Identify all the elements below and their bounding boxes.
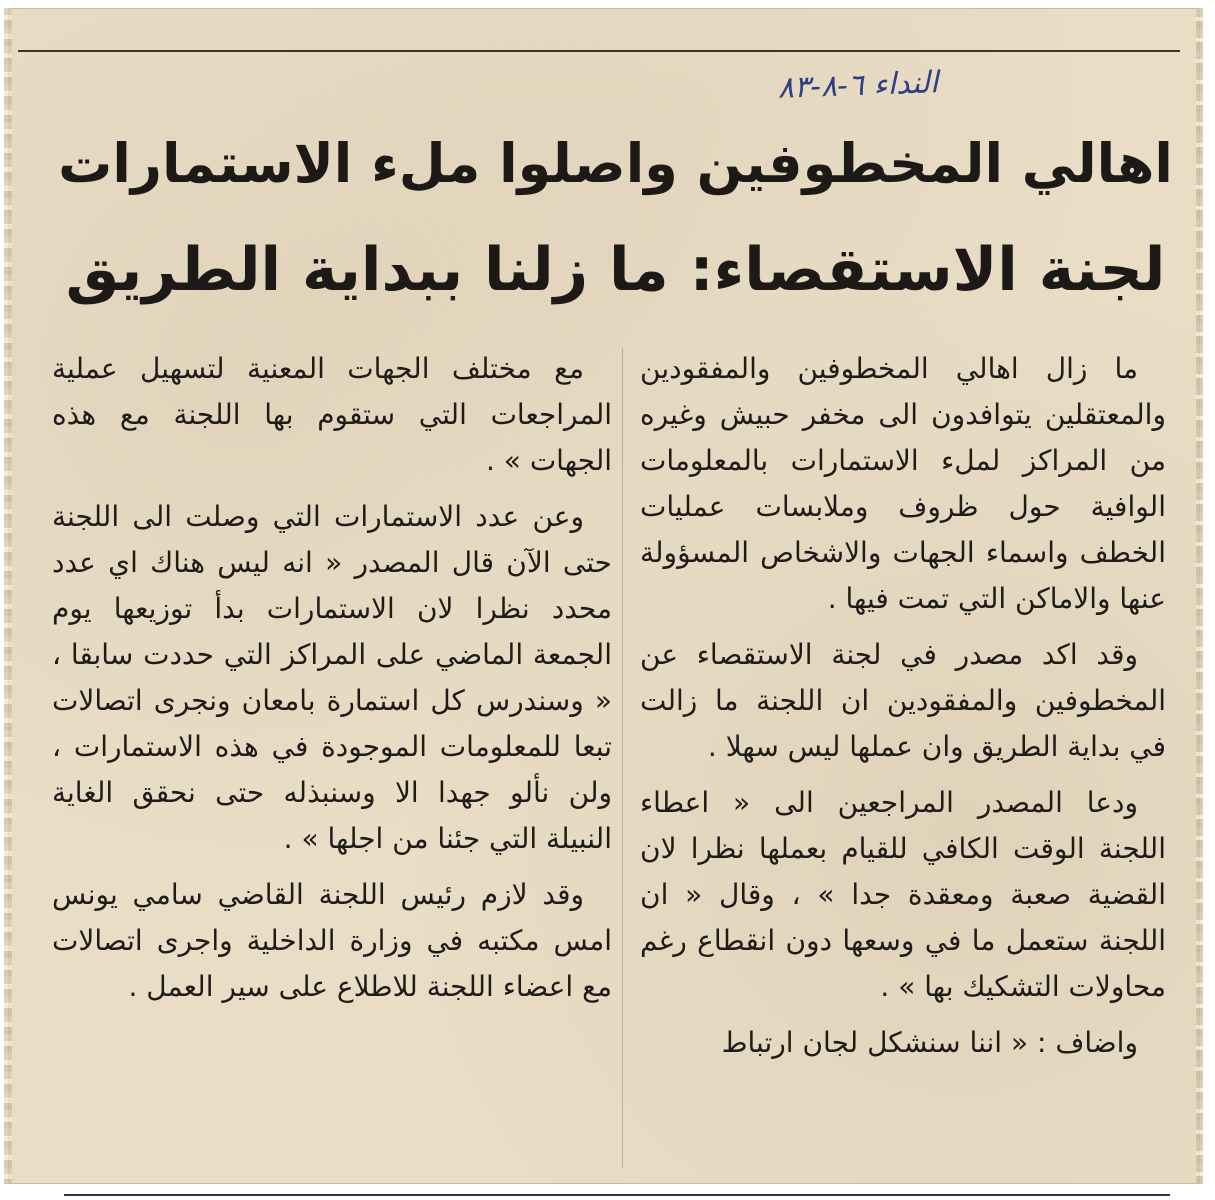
newspaper-clipping — [8, 8, 1200, 1184]
column-divider — [622, 348, 623, 1168]
top-rule — [18, 50, 1180, 52]
article-column-right — [640, 334, 1166, 1184]
paragraph: وقد اكد مصدر في لجنة الاستقصاء عن المخطوفين والمفقودين ان اللجنة ما زالت في بداية الطريق وان عملها ليس سهلا . — [640, 638, 1166, 763]
paragraph: ما زال اهالي المخطوفين والمفقودين والمعتقلين يتوافدون الى مخفر حبيش وغيره من المراكز لملء الاستمارات بالمعلومات الوافية حول ظروف وملابسات عمليات الخطف واسماء الجهات والاشخاص المسؤولة عنها والاماكن التي تمت فيها . — [640, 352, 1166, 615]
paragraph: واضاف : « اننا سنشكل لجان ارتباط — [721, 1026, 1138, 1059]
handwritten-date-note: النداء ٦-٨-٨٣ — [777, 65, 939, 106]
bottom-rule — [64, 1194, 1170, 1196]
paragraph: وقد لازم رئيس اللجنة القاضي سامي يونس امس مكتبه في وزارة الداخلية واجرى اتصالات مع اعضاء اللجنة للاطلاع على سير العمل . — [52, 878, 612, 1003]
headline-line-1: اهالي المخطوفين واصلوا ملء الاستمارات — [58, 132, 1173, 195]
paragraph: مع مختلف الجهات المعنية لتسهيل عملية المراجعات التي ستقوم بها اللجنة مع هذه الجهات » . — [52, 352, 612, 477]
paragraph: وعن عدد الاستمارات التي وصلت الى اللجنة حتى الآن قال المصدر « انه ليس هناك اي عدد محدد نظرا لان الاستمارات بدأ توزيعها يوم الجمعة الماضي على المراكز التي حددت سابقا ، « وسندرس كل استمارة بامعان ونجرى اتصالات تبعا للمعلومات الموجودة في هذه الاستمارات ، ولن نألو جهدا الا وسنبذله حتى نحقق الغاية النبيلة التي جئنا من اجلها » . — [52, 500, 612, 855]
article-column-left — [52, 334, 612, 1184]
paragraph: ودعا المصدر المراجعين الى « اعطاء اللجنة الوقت الكافي للقيام بعملها نظرا لان القضية صعبة ومعقدة جدا » ، وقال « ان اللجنة ستعمل ما في وسعها دون انقطاع رغم محاولات التشكيك بها » . — [640, 786, 1166, 1003]
headline-line-2: لجنة الاستقصاء: ما زلنا ببداية الطريق — [65, 235, 1166, 305]
